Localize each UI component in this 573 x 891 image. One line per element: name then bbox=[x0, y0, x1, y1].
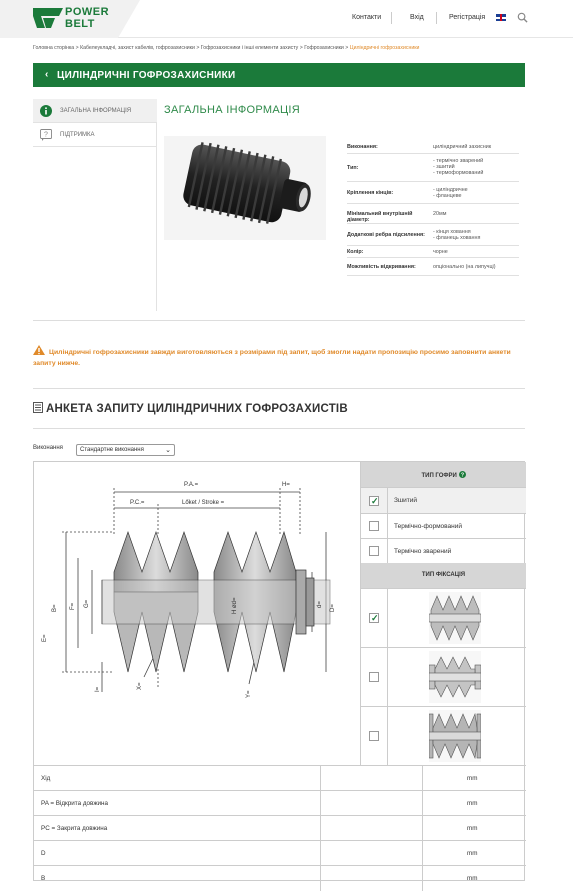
spec-key: Тип: bbox=[347, 164, 359, 171]
measure-row bbox=[34, 840, 526, 865]
column-divider bbox=[320, 766, 321, 791]
corrugation-option[interactable] bbox=[361, 487, 526, 513]
spec-value: - термічно зварений - зшитий - термоформований bbox=[433, 158, 484, 177]
sidebar-item-label: ЗАГАЛЬНА ІНФОРМАЦІЯ bbox=[60, 108, 132, 114]
questionnaire-heading-text: АНКЕТА ЗАПИТУ ЦИЛІНДРИЧНИХ ГОФРОЗАХИСТІВ bbox=[46, 403, 348, 415]
spec-row bbox=[347, 258, 519, 276]
checkmark-icon: ✓ bbox=[371, 613, 379, 623]
spec-value: 20мм bbox=[433, 210, 447, 217]
spec-key: Виконання: bbox=[347, 143, 378, 150]
spec-value: - кінця ховання - фланець ховання bbox=[433, 228, 481, 241]
fixation-thumbnail bbox=[429, 710, 481, 762]
measure-unit: mm bbox=[467, 800, 478, 807]
fixation-checkbox[interactable] bbox=[369, 613, 379, 623]
breadcrumb-item[interactable]: Головна сторінка bbox=[33, 45, 75, 51]
measure-label: Хід bbox=[41, 775, 51, 782]
label-pa: P.A.= bbox=[184, 482, 199, 488]
label-dk: d= bbox=[317, 601, 323, 608]
corrugation-type-header bbox=[361, 462, 526, 487]
spec-table bbox=[347, 140, 519, 276]
measure-row bbox=[34, 865, 526, 890]
power-belt-logo[interactable] bbox=[33, 6, 115, 32]
nav-contacts[interactable]: Контакти bbox=[352, 14, 382, 21]
corrugation-option[interactable] bbox=[361, 513, 526, 538]
execution-selected-value: Стандартне виконання bbox=[80, 447, 144, 453]
measure-label: D bbox=[41, 850, 46, 857]
nav-divider bbox=[391, 12, 392, 24]
column-divider bbox=[387, 488, 388, 513]
measure-row bbox=[34, 790, 526, 815]
label-e: E= bbox=[42, 634, 48, 642]
search-icon[interactable] bbox=[517, 12, 528, 23]
breadcrumb-item[interactable]: Кабелеукладчі, захист кабелів, гофрозахисники bbox=[80, 45, 195, 51]
measure-label: B bbox=[41, 875, 46, 882]
breadcrumb-item[interactable]: Гофрозахисники bbox=[304, 45, 344, 51]
logo-mark-icon bbox=[33, 8, 63, 28]
column-divider bbox=[387, 514, 388, 538]
fixation-option[interactable] bbox=[361, 588, 526, 647]
spec-row bbox=[347, 246, 519, 258]
spec-key: Можливість відкривання: bbox=[347, 263, 416, 270]
product-image bbox=[164, 136, 326, 240]
column-divider bbox=[422, 766, 423, 791]
corrugation-option-label: Термічно зварений bbox=[394, 548, 452, 555]
label-pc: P.C.= bbox=[130, 500, 145, 506]
logo-word-2: BELT bbox=[65, 18, 95, 30]
breadcrumb-separator: > bbox=[75, 45, 79, 51]
questionnaire-heading bbox=[33, 402, 348, 415]
label-b: B= bbox=[52, 604, 58, 612]
spec-row bbox=[347, 140, 519, 154]
measure-unit: mm bbox=[467, 775, 478, 782]
breadcrumb-separator: > bbox=[345, 45, 349, 51]
measure-label: PA = Відкрита довжина bbox=[41, 800, 109, 807]
label-f: F= bbox=[70, 602, 76, 610]
corrugation-option-label: Термічно-формований bbox=[394, 523, 463, 530]
measure-row bbox=[34, 815, 526, 840]
label-h: H= bbox=[282, 482, 290, 488]
divider bbox=[33, 320, 525, 321]
column-divider bbox=[387, 707, 388, 765]
spec-key: Колір: bbox=[347, 248, 364, 255]
label-y: Y= bbox=[246, 690, 252, 698]
label-d: D= bbox=[330, 604, 336, 612]
spec-row bbox=[347, 154, 519, 182]
uk-flag-icon[interactable] bbox=[496, 14, 506, 21]
nav-register[interactable]: Регістрація bbox=[449, 14, 486, 21]
breadcrumb bbox=[33, 45, 419, 51]
warning-icon bbox=[33, 345, 45, 355]
help-circle-icon[interactable] bbox=[459, 471, 466, 478]
breadcrumb-current: Циліндричні гофрозахисники bbox=[349, 45, 420, 51]
label-hd: H ød= bbox=[232, 597, 238, 614]
svg-text:?: ? bbox=[44, 131, 48, 139]
nav-divider bbox=[436, 12, 437, 24]
measure-unit: mm bbox=[467, 825, 478, 832]
measure-label: PC = Закрита довжина bbox=[41, 825, 108, 832]
chevron-down-icon: ⌄ bbox=[165, 447, 171, 454]
fixation-type-title: ТИП ФІКСАЦІЯ bbox=[421, 572, 466, 578]
info-icon bbox=[40, 105, 52, 117]
request-form bbox=[33, 461, 525, 881]
spec-row bbox=[347, 204, 519, 224]
document-icon bbox=[33, 402, 43, 413]
warning-text: Циліндричні гофрозахисники завжди виготовляються з розмірами під запит, щоб змогли надати пропозицію просимо заповнити анкети запиту нижче. bbox=[33, 349, 511, 367]
spec-key: Додаткові ребра підсилення: bbox=[347, 231, 425, 238]
fixation-type-header bbox=[361, 563, 526, 588]
spec-row bbox=[347, 224, 519, 246]
fixation-checkbox[interactable] bbox=[369, 731, 379, 741]
spec-key: Мінімальний внутрішній діаметр: bbox=[347, 210, 413, 223]
fixation-thumbnail bbox=[429, 592, 481, 644]
breadcrumb-item[interactable]: Гофрозахисники і інші елементи захисту bbox=[200, 45, 299, 51]
spec-value: опціонально (на липучці) bbox=[433, 263, 496, 270]
corrugation-type-title: ТИП ГОФРИ bbox=[421, 473, 457, 479]
sidebar-item-support[interactable] bbox=[33, 123, 157, 147]
execution-label: Виконання bbox=[33, 445, 63, 451]
spec-value: циліндричний захисник bbox=[433, 143, 492, 150]
spec-value: чорне bbox=[433, 248, 448, 255]
column-divider bbox=[422, 841, 423, 866]
measure-row bbox=[34, 765, 526, 790]
site-header bbox=[0, 0, 573, 38]
spec-key: Кріплення кінців: bbox=[347, 189, 394, 196]
divider bbox=[33, 388, 525, 389]
corrugation-checkbox[interactable] bbox=[369, 496, 379, 506]
fixation-checkbox[interactable] bbox=[369, 672, 379, 682]
checkmark-icon: ✓ bbox=[371, 496, 379, 506]
corrugation-checkbox[interactable] bbox=[369, 546, 379, 556]
column-divider bbox=[387, 648, 388, 706]
warning-message bbox=[33, 345, 525, 369]
execution-select[interactable] bbox=[76, 444, 175, 456]
label-stroke: Lőket / Stroke = bbox=[182, 500, 225, 506]
fixation-option[interactable] bbox=[361, 706, 526, 765]
fixation-thumbnail bbox=[429, 651, 481, 703]
nav-login[interactable]: Вхід bbox=[410, 14, 424, 21]
sidebar bbox=[33, 99, 157, 311]
help-icon bbox=[40, 129, 52, 141]
column-divider bbox=[387, 539, 388, 563]
breadcrumb-separator: > bbox=[299, 45, 303, 51]
dimension-diagram bbox=[34, 462, 361, 765]
page-title: ЦИЛІНДРИЧНІ ГОФРОЗАХИСНИКИ bbox=[57, 70, 236, 81]
sidebar-item-general-info[interactable] bbox=[33, 99, 157, 123]
page-title-bar bbox=[33, 63, 525, 87]
label-i: I= bbox=[95, 686, 101, 692]
corrugation-option-label: Зшитий bbox=[394, 497, 418, 504]
column-divider bbox=[320, 816, 321, 841]
sidebar-item-label: ПІДТРИМКА bbox=[60, 132, 95, 138]
spec-row bbox=[347, 182, 519, 204]
back-chevron-icon[interactable]: ‹ bbox=[45, 69, 49, 80]
spec-value: - циліндричне - фланцеве bbox=[433, 186, 468, 199]
fixation-option[interactable] bbox=[361, 647, 526, 706]
corrugation-checkbox[interactable] bbox=[369, 521, 379, 531]
general-info-heading: ЗАГАЛЬНА ІНФОРМАЦІЯ bbox=[164, 104, 301, 116]
svg-text:?: ? bbox=[460, 472, 464, 478]
logo-word-1: POWER bbox=[65, 6, 110, 18]
divider bbox=[33, 428, 525, 429]
column-divider bbox=[422, 816, 423, 841]
column-divider bbox=[320, 791, 321, 816]
column-divider bbox=[320, 841, 321, 866]
label-x: X= bbox=[137, 682, 143, 690]
column-divider bbox=[387, 589, 388, 647]
label-g: G= bbox=[84, 599, 90, 608]
measure-unit: mm bbox=[467, 875, 478, 882]
corrugation-option[interactable] bbox=[361, 538, 526, 563]
breadcrumb-separator: > bbox=[196, 45, 200, 51]
measure-unit: mm bbox=[467, 850, 478, 857]
column-divider bbox=[422, 791, 423, 816]
